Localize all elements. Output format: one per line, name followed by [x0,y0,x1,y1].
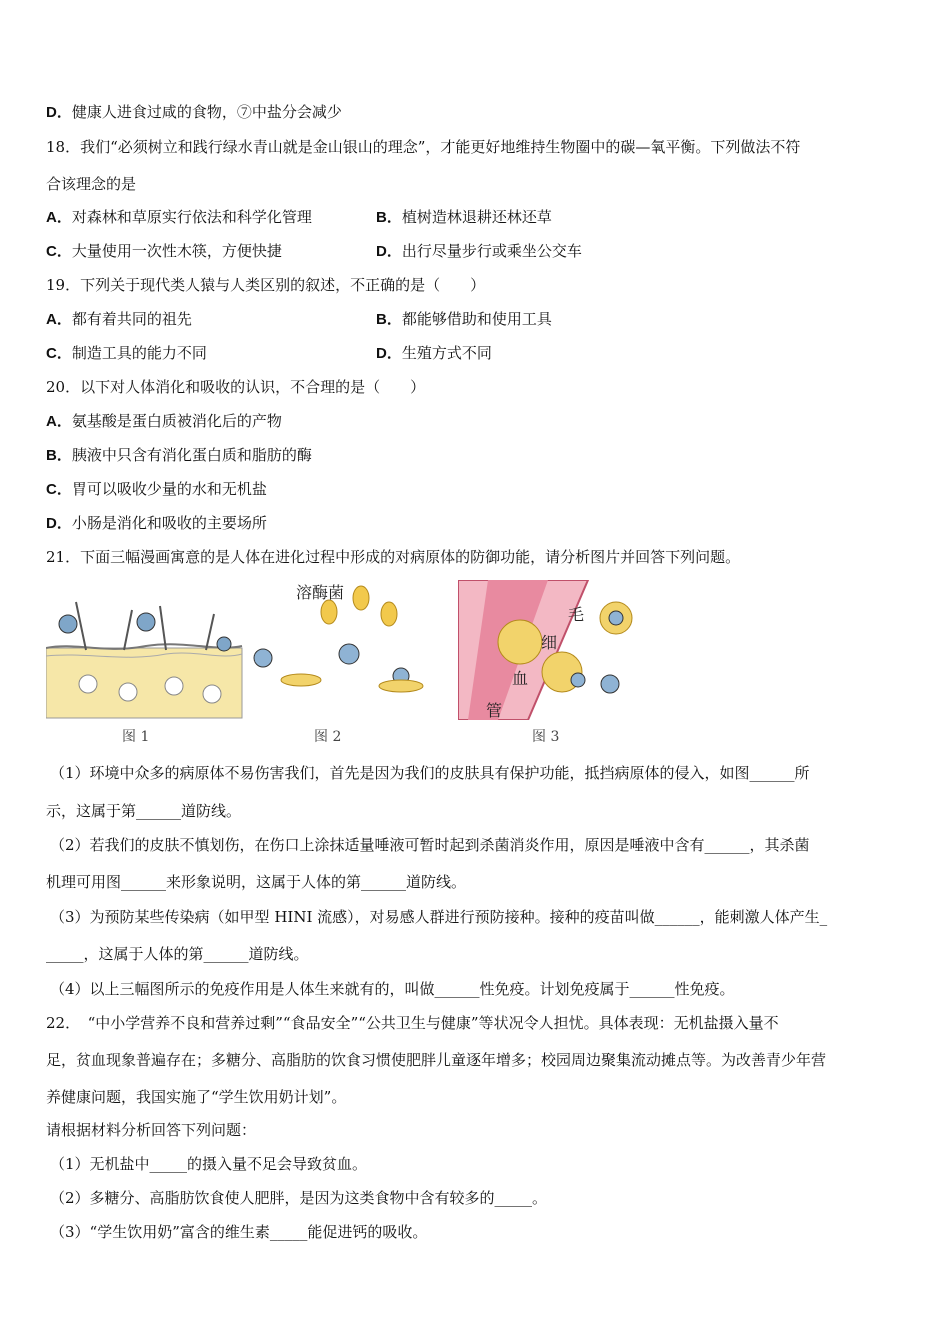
option-label: C． [46,243,72,260]
q22-part2: （2）多糖分、高脂肪饮食使人肥胖，是因为这类食物中含有较多的_____。 [50,1189,548,1207]
fig2-label-lysozyme: 溶酶菌 [296,583,345,602]
option-label: C． [46,345,72,362]
q22-line3: 养健康问题，我国实施了“学生饮用奶计划”。 [46,1088,347,1106]
option-text: 出行尽量步行或乘坐公交车 [401,242,582,260]
q21-stem: 21．下面三幅漫画寓意的是人体在进化过程中形成的对病原体的防御功能，请分析图片并回答下列问题。 [46,548,741,566]
q22-line1: 22． “中小学营养不良和营养过剩”“食品安全”“公共卫生与健康”等状况令人担忧。具体表现：无机盐摄入量不 [46,1014,779,1032]
option-text: 都能够借助和使用工具 [401,310,552,328]
q19-option-d [376,343,492,364]
option-text: 胃可以吸收少量的水和无机盐 [71,480,267,498]
option-text: 大量使用一次性木筷，方便快捷 [71,242,282,260]
q22-line2: 足，贫血现象普遍存在；多糖分、高脂肪的饮食习惯使肥胖儿童逐年增多；校园周边聚集流动摊点等。为改善青少年营 [46,1051,827,1069]
q22-line4: 请根据材料分析回答下列问题： [46,1121,257,1139]
q20-option-a [46,411,282,432]
fig1-caption: 图 1 [122,729,150,745]
option-label: D． [46,515,72,532]
q21-part1-line1: （1）环境中众多的病原体不易伤害我们，首先是因为我们的皮肤具有保护功能，抵挡病原体的侵入，如图______所 [50,764,810,782]
q19-stem: 19．下列关于现代类人猿与人类区别的叙述，不正确的是（ ） [46,276,486,294]
q20-option-c [46,479,267,500]
q20-stem: 20．以下对人体消化和吸收的认识，不合理的是（ ） [46,378,426,396]
q21-part2-line2: 机理可用图______来形象说明，这属于人体的第______道防线。 [46,873,467,891]
figure-1-skin-barrier [46,580,246,720]
option-label: D． [376,345,402,362]
q21-part1-line2: 示，这属于第______道防线。 [46,802,242,820]
fig2-caption: 图 2 [314,729,342,745]
option-text: 植树造林退耕还林还草 [401,208,552,226]
q20-option-d [46,513,267,534]
option-label: B． [46,447,72,464]
q18-option-d [376,241,582,262]
fig3-label-xue: 血 [512,669,529,688]
option-text: 制造工具的能力不同 [71,344,207,362]
q21-part4: （4）以上三幅图所示的免疫作用是人体生来就有的，叫做______性免疫。计划免疫属于______性免疫。 [50,980,735,998]
q21-part2-line1: （2）若我们的皮肤不慎划伤，在伤口上涂抹适量唾液可暂时起到杀菌消炎作用，原因是唾液中含有______，其杀菌 [50,836,810,854]
option-text: 生殖方式不同 [401,344,492,362]
q22-part1: （1）无机盐中_____的摄入量不足会导致贫血。 [50,1155,368,1173]
option-text: 都有着共同的祖先 [71,310,192,328]
q22-part3: （3）“学生饮用奶”富含的维生素_____能促进钙的吸收。 [50,1223,428,1241]
option-label: D． [46,104,72,121]
q19-option-b [376,309,552,330]
q20-option-b [46,445,312,466]
option-label: A． [46,413,72,430]
fig3-label-mao: 毛 [568,605,585,624]
q19-option-c [46,343,207,364]
q18-stem-line2: 合该理念的是 [46,175,137,193]
option-text: 氨基酸是蛋白质被消化后的产物 [71,412,282,430]
option-label: B． [376,209,402,226]
q18-option-c [46,241,282,262]
q18-option-b [376,207,552,228]
option-label: C． [46,481,72,498]
option-text: 对森林和草原实行依法和科学化管理 [71,208,312,226]
q19-option-a [46,309,192,330]
option-text: 健康人进食过咸的食物，⑦中盐分会减少 [71,103,342,121]
option-label: A． [46,311,72,328]
option-label: A． [46,209,72,226]
option-text: 胰液中只含有消化蛋白质和脂肪的酶 [71,446,312,464]
option-label: B． [376,311,402,328]
q18-option-a [46,207,312,228]
fig3-caption: 图 3 [532,729,560,745]
q21-part3-line1: （3）为预防某些传染病（如甲型 HINI 流感），对易感人群进行预防接种。接种的疫苗叫做______，能刺激人体产生_ [50,908,828,926]
fig3-label-xi: 细 [541,633,558,652]
immune-defense-figure [46,580,666,748]
option-label: D． [376,243,402,260]
q21-part3-line2: _____，这属于人体的第______道防线。 [46,945,309,963]
option-text: 小肠是消化和吸收的主要场所 [71,514,267,532]
q18-stem-line1: 18．我们“必须树立和践行绿水青山就是金山银山的理念”，才能更好地维持生物圈中的碳—氧平衡。下列做法不符 [46,138,801,156]
q17-option-d [46,102,342,123]
fig3-label-guan: 管 [486,701,503,720]
